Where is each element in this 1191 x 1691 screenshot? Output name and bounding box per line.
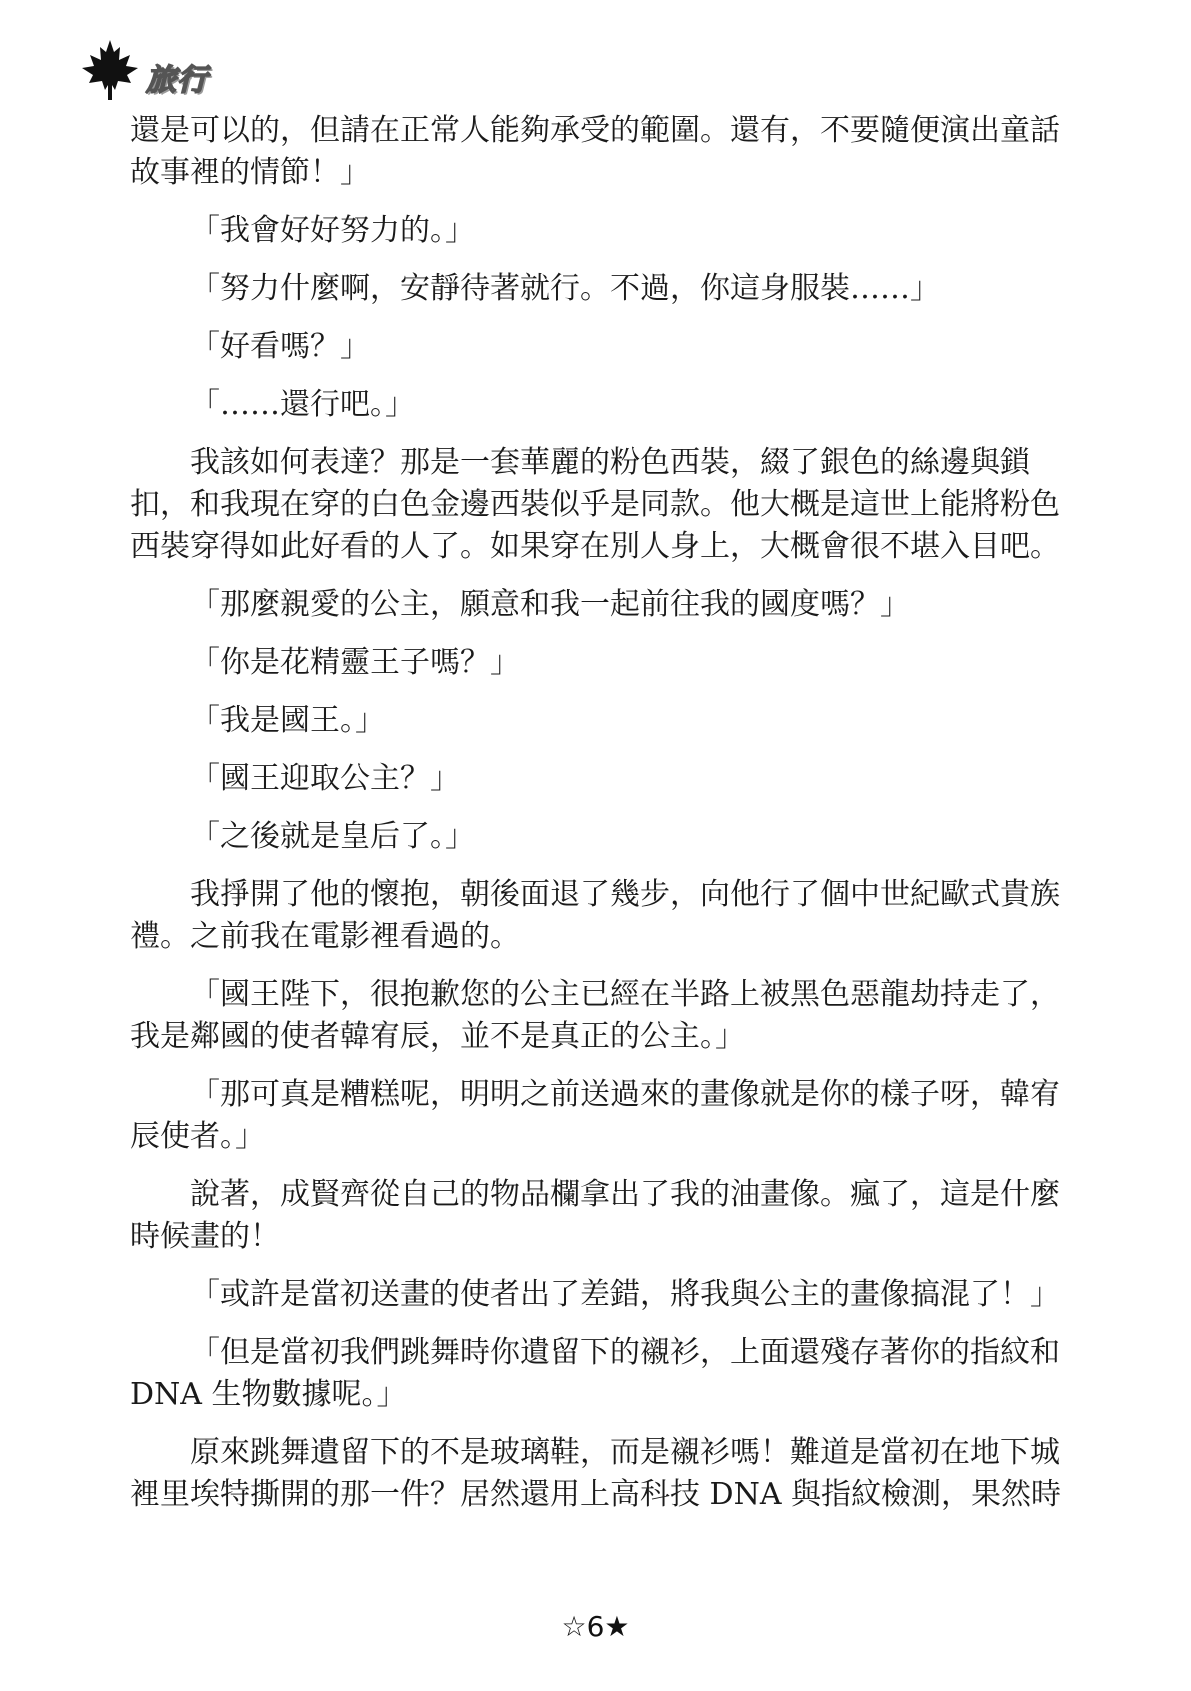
paragraph: 原來跳舞遺留下的不是玻璃鞋，而是襯衫嗎！難道是當初在地下城裡里埃特撕開的那一件？居然還用上高科技 DNA 與指紋檢測，果然時 [130, 1435, 1062, 1512]
page-header [78, 40, 208, 100]
paragraph: 還是可以的，但請在正常人能夠承受的範圍。還有，不要隨便演出童話故事裡的情節！」 [130, 113, 1060, 190]
page-number: ☆6★ [561, 1610, 630, 1643]
paragraph: 「我會好好努力的。」 [190, 213, 475, 248]
paragraph: 「國王迎取公主？」 [190, 761, 460, 796]
body-text [130, 110, 1070, 1532]
paragraph: 「之後就是皇后了。」 [190, 819, 475, 854]
paragraph: 「國王陛下，很抱歉您的公主已經在半路上被黑色惡龍劫持走了，我是鄰國的使者韓宥辰，並不是真正的公主。」 [130, 977, 1060, 1054]
paragraph: 我該如何表達？那是一套華麗的粉色西裝，綴了銀色的絲邊與鎖扣，和我現在穿的白色金邊西裝似乎是同款。他大概是這世上能將粉色西裝穿得如此好看的人了。如果穿在別人身上，大概會很不堪入目吧。 [130, 445, 1060, 564]
paragraph: 我掙開了他的懷抱，朝後面退了幾步，向他行了個中世紀歐式貴族禮。之前我在電影裡看過的。 [130, 877, 1060, 954]
paragraph: 「好看嗎？」 [190, 329, 370, 364]
paragraph: 「那麼親愛的公主，願意和我一起前往我的國度嗎？」 [190, 587, 910, 622]
paragraph: 「你是花精靈王子嗎？」 [190, 645, 520, 680]
paragraph: 說著，成賢齊從自己的物品欄拿出了我的油畫像。瘋了，這是什麼時候畫的！ [130, 1177, 1060, 1254]
paragraph: 「努力什麼啊，安靜待著就行。不過，你這身服裝……」 [190, 271, 940, 306]
paragraph: 「……還行吧。」 [190, 387, 415, 422]
paragraph: 「但是當初我們跳舞時你遺留下的襯衫，上面還殘存著你的指紋和DNA 生物數據呢。」 [130, 1335, 1060, 1412]
paragraph: 「我是國王。」 [190, 703, 385, 738]
paragraph: 「那可真是糟糕呢，明明之前送過來的畫像就是你的樣子呀，韓宥辰使者。」 [130, 1077, 1060, 1154]
paragraph: 「或許是當初送畫的使者出了差錯，將我與公主的畫像搞混了！」 [190, 1277, 1060, 1312]
brand-title: 旅行 [146, 63, 208, 98]
maple-leaf-icon [78, 38, 142, 102]
